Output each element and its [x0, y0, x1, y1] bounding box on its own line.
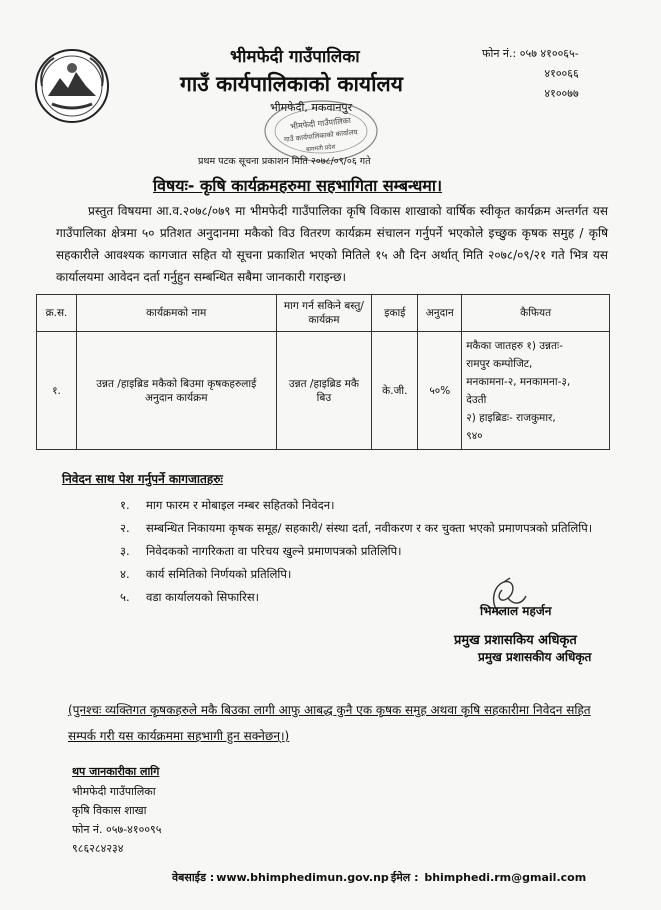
table-header-row [37, 295, 610, 332]
column-header: कैफियत [462, 295, 610, 332]
signatory-name: भिमलाल महर्जन [480, 604, 552, 618]
svg-text:भीमफेदी गाउँपालिका: भीमफेदी गाउँपालिका [289, 115, 352, 132]
list-item [120, 517, 600, 540]
contact-line: कृषि विकास शाखा [72, 804, 147, 817]
body-text: प्रस्तुत विषयमा आ.व.२०७८/०७९ मा भीमफेदी गाउँपालिका कृषि विकास शाखाको वार्षिक स्वीकृत कार्यक्रम अन्तर्गत यस गाउँपालिका क्षेत्रमा ५० प्रतिशत अनुदानमा मकैको विउ वितरण कार्यक्रम संचालन गर्नुपर्ने भएकोले इच्छुक कृषक समुह / कृषि सहकारीले आवश्यक कागजात सहित यो सूचना प्रकाशित भएको मितिले १५ औ दिन अर्थात् मिति २०७८/०९/२१ गते भित्र यस कार्यालयमा आवेदन दर्ता गर्नुहुन सम्बन्धित सबैमा जानकारी गराइन्छ। [56, 204, 608, 284]
cell-item: उन्नत /हाइब्रिड मकै बिउ [276, 332, 372, 450]
requirements-heading: निवेदन साथ पेश गर्नुपर्ने कागजातहरुः [62, 472, 223, 486]
column-header: कार्यक्रमको नाम [76, 295, 276, 332]
remarks-line: मकैका जातहरु १) उन्नतः- [466, 339, 563, 352]
footer-contact [172, 870, 588, 885]
item-text: वडा कार्यालयको सिफारिस। [146, 590, 259, 604]
email-link[interactable]: bhimphedi.rm@gmail.com [424, 871, 587, 884]
email-label: ईमेल : [390, 871, 419, 884]
remarks-line: २) हाइब्रिडः- राजकुमार, [466, 411, 556, 424]
publication-notice: प्रथम पटक सूचना प्रकाशन मिति २०७८/०९/०६ गते [198, 156, 371, 167]
phone-block [482, 44, 579, 104]
contact-line: ९८६२८४२३४ [72, 842, 124, 855]
remarks-line: ९४० [466, 429, 483, 442]
column-header: क्र.स. [37, 295, 77, 332]
remarks-line: देउती [466, 393, 487, 406]
phone-number: ४१००६६ [544, 67, 579, 80]
website-link[interactable]: www.bhimphedimun.gov.np [216, 871, 389, 884]
item-number: ४. [120, 567, 130, 581]
office-name: गाउँ कार्यपालिकाको कार्यालय [180, 72, 403, 96]
column-header: अनुदान [418, 295, 462, 332]
cell-unit: के.जी. [372, 332, 418, 450]
municipality-name: भीमफेदी गाउँपालिका [230, 47, 360, 67]
postscript-text: (पुनश्चः व्यक्तिगत कृषकहरुले मकै बिउका लागी आफु आबद्ध कुनै एक कृषक समुह अथवा कृषि सहकारीमा निवेदन सहित सम्पर्क गरी यस कार्यक्रममा सहभागी हुन सक्नेछन्।) [68, 703, 591, 743]
column-header: इकाई [372, 295, 418, 332]
remarks-line: मनकामना-२, मनकामना-३, [466, 375, 571, 388]
signatory-title: प्रमुख प्रशासकिय अधिकृत [454, 633, 577, 648]
item-text: निवेदकको नागरिकता वा परिचय खुल्ने प्रमाणपत्रको प्रतिलिपि। [146, 544, 402, 558]
nepal-emblem-icon [34, 48, 110, 124]
website-label: वेबसाईड : [172, 871, 215, 884]
item-number: १. [120, 498, 130, 512]
cell-serial: १. [37, 332, 77, 450]
svg-text:बागमती प्रदेश: बागमती प्रदेश [305, 143, 336, 154]
program-table [36, 294, 610, 450]
contact-line: भीमफेदी गाउँपालिका [72, 785, 156, 798]
signatory-stamp-title: प्रमुख प्रशासकीय अधिकृत [478, 650, 592, 664]
svg-text:गाउँ कार्यपालिकाको कार्यालय: गाउँ कार्यपालिकाको कार्यालय [283, 128, 358, 144]
item-text: कार्य समितिको निर्णयको प्रतिलिपि। [146, 567, 292, 581]
item-number: ५. [120, 590, 130, 604]
cell-program: उन्नत /हाइब्रिड मकैको बिउमा कृषकहरुलाई अनुदान कार्यक्रम [76, 332, 276, 450]
cell-subsidy: ५०% [418, 332, 462, 450]
list-item [120, 494, 600, 517]
body-paragraph [56, 200, 608, 288]
table-row [37, 332, 610, 450]
phone-number: ०५७ ४१००६५- [519, 47, 579, 60]
contact-heading: थप जानकारीका लागि [72, 765, 160, 778]
remarks-line: रामपुर कम्पोजिट, [466, 357, 533, 370]
subject-line: विषयः- कृषि कार्यक्रमहरुमा सहभागिता सम्बन्धमा। [153, 176, 443, 195]
contact-block [72, 782, 161, 858]
phone-label: फोन नं.: [482, 47, 517, 60]
cell-remarks [462, 332, 610, 450]
contact-line: फोन नं. ०५७-४१००९५ [72, 823, 162, 836]
list-item [120, 540, 600, 563]
postscript-note [68, 697, 613, 749]
item-number: २. [120, 521, 130, 535]
phone-number: ४१००७७ [544, 87, 579, 100]
office-address: भीमफेदी, मकवानपुर [270, 101, 353, 114]
item-text: सम्बन्धित निकायमा कृषक समूह/ सहकारी/ संस्था दर्ता, नवीकरण र कर चुक्ता भएको प्रमाणपत्रको प्रतिलिपि। [146, 521, 593, 535]
column-header: माग गर्न सकिने बस्तु/ कार्यक्रम [276, 295, 372, 332]
item-number: ३. [120, 544, 130, 558]
item-text: माग फारम र मोबाइल नम्बर सहितको निवेदन। [146, 498, 335, 512]
